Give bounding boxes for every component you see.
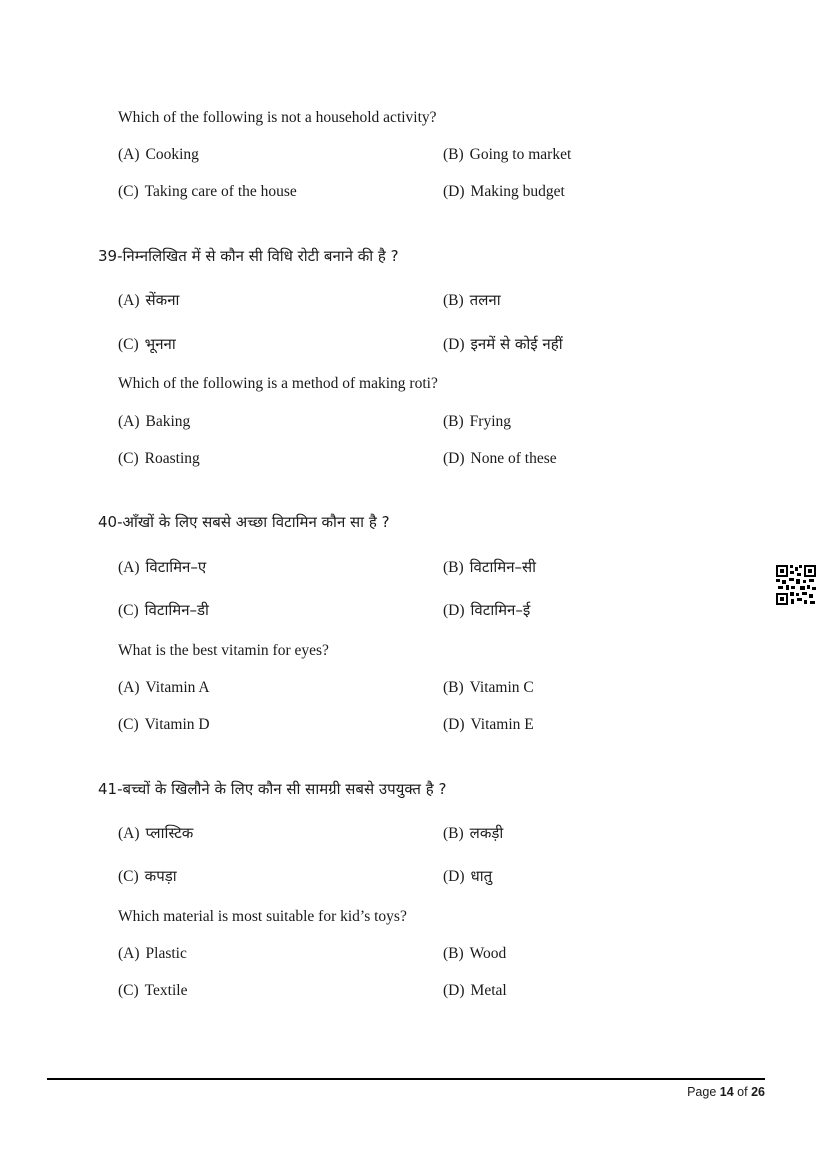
option-label: (B) [443,945,464,962]
option-text: सेंकना [145,291,180,309]
option-label: (B) [443,825,464,842]
q39-option-a-hi [118,290,179,311]
q38-option-b [443,145,571,165]
q40-option-d-en [443,715,534,735]
q40-option-b-en [443,678,534,698]
option-text: विटामिन–ई [470,601,531,619]
q41-option-b-hi [443,823,503,844]
option-label: (B) [443,679,464,696]
option-label: (C) [118,868,139,885]
option-text: Making budget [470,183,565,200]
option-text: Metal [470,982,507,999]
option-label: (C) [118,450,139,467]
option-label: (C) [118,183,139,200]
q39-option-d-en [443,449,557,469]
option-text: तलना [469,291,501,309]
option-text: Roasting [144,450,200,467]
option-label: (A) [118,559,140,576]
q40-option-d-hi [443,600,530,621]
option-label: (D) [443,868,465,885]
option-text: इनमें से कोई नहीं [470,335,563,353]
option-label: (A) [118,292,140,309]
q41-option-b-en [443,944,506,964]
option-label: (C) [118,336,139,353]
option-text: Vitamin D [144,716,210,733]
q41-option-d-hi [443,866,492,887]
q38-option-c [118,182,297,202]
option-label: (D) [443,450,465,467]
option-text: Vitamin E [470,716,534,733]
q40-question-en: What is the best vitamin for eyes? [118,642,329,659]
q41-option-a-hi [118,823,193,844]
q40-question-hi: 40-आँखों के लिए सबसे अच्छा विटामिन कौन सा है ? [98,513,390,531]
page-number [687,1085,765,1099]
option-text: Frying [469,413,512,430]
option-label: (A) [118,413,140,430]
footer-divider [47,1078,765,1080]
option-label: (A) [118,146,140,163]
q39-option-a-en [118,412,190,432]
option-label: (D) [443,982,465,999]
page-label: Page [687,1085,717,1099]
q40-option-c-hi [118,600,209,621]
q41-option-d-en [443,981,507,1001]
option-label: (C) [118,716,139,733]
q39-option-c-hi [118,334,176,355]
q41-option-c-en [118,981,188,1001]
option-text: Plastic [145,945,187,962]
option-text: Cooking [145,146,199,163]
q39-option-b-hi [443,290,501,311]
option-text: Vitamin A [145,679,210,696]
page-of: of [737,1085,748,1099]
page-current: 14 [719,1085,734,1099]
option-label: (A) [118,679,140,696]
option-text: कपड़ा [144,867,177,885]
option-text: Taking care of the house [144,183,297,200]
q40-option-a-hi [118,557,206,578]
q41-question-en: Which material is most suitable for kid’s toys? [118,908,407,925]
option-label: (A) [118,945,140,962]
q39-option-b-en [443,412,511,432]
option-label: (B) [443,413,464,430]
option-text: धातु [470,867,493,885]
option-label: (C) [118,982,139,999]
option-text: Vitamin C [469,679,534,696]
option-text: विटामिन–सी [469,558,537,576]
option-text: Going to market [469,146,572,163]
option-label: (B) [443,146,464,163]
option-label: (B) [443,559,464,576]
option-text: Wood [469,945,507,962]
option-label: (B) [443,292,464,309]
option-label: (C) [118,602,139,619]
q40-option-a-en [118,678,210,698]
q39-option-c-en [118,449,200,469]
option-text: प्लास्टिक [145,824,194,842]
q38-option-a [118,145,199,165]
option-text: Textile [144,982,188,999]
option-text: विटामिन–ए [145,558,207,576]
q40-option-c-en [118,715,210,735]
q41-option-c-hi [118,866,177,887]
option-label: (D) [443,716,465,733]
option-label: (D) [443,602,465,619]
option-label: (D) [443,183,465,200]
option-label: (A) [118,825,140,842]
q39-question-hi: 39-निम्नलिखित में से कौन सी विधि रोटी बनाने की है ? [98,247,399,265]
q41-option-a-en [118,944,187,964]
option-text: Baking [145,413,191,430]
option-label: (D) [443,336,465,353]
q40-option-b-hi [443,557,536,578]
q41-question-hi: 41-बच्चों के खिलौने के लिए कौन सी सामग्री सबसे उपयुक्त है ? [98,780,447,798]
option-text: लकड़ी [469,824,504,842]
q38-question-en: Which of the following is not a household activity? [118,109,437,126]
page-total: 26 [751,1085,765,1099]
q39-option-d-hi [443,334,563,355]
qr-code-icon [776,565,816,605]
q38-option-d [443,182,565,202]
option-text: None of these [470,450,557,467]
option-text: विटामिन–डी [144,601,209,619]
q39-question-en: Which of the following is a method of making roti? [118,375,438,392]
option-text: भूनना [144,335,176,353]
